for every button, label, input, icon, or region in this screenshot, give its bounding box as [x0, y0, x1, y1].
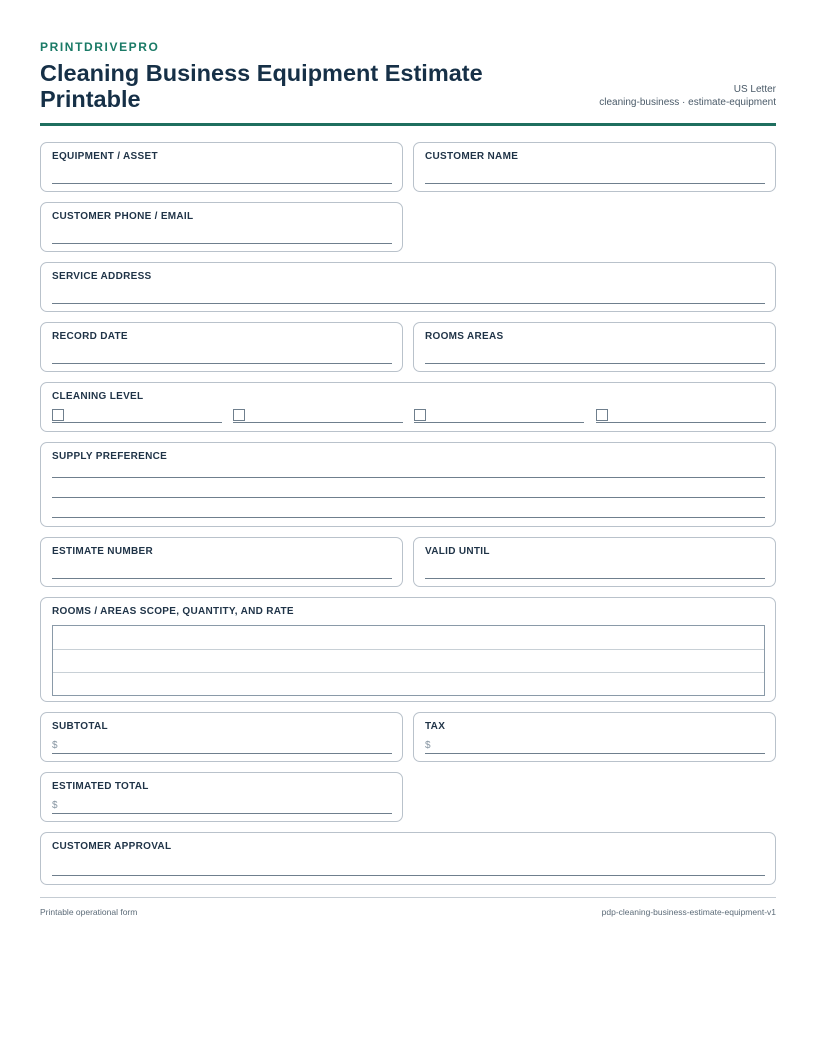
- cleaning-level-checkbox-4[interactable]: [596, 409, 608, 421]
- customer-name-label: CUSTOMER NAME: [425, 151, 519, 162]
- service-address-label: SERVICE ADDRESS: [52, 271, 152, 282]
- subtotal-field[interactable]: [40, 712, 403, 762]
- document-tags: cleaning-business · estimate-equipment: [599, 97, 776, 108]
- supply-preference-line-3[interactable]: [52, 517, 765, 518]
- subtotal-label: SUBTOTAL: [52, 721, 108, 732]
- scope-table-field: [40, 597, 776, 702]
- customer-approval-label: CUSTOMER APPROVAL: [52, 841, 172, 852]
- valid-until-label: VALID UNTIL: [425, 546, 490, 557]
- cleaning-level-label: CLEANING LEVEL: [52, 391, 144, 402]
- customer-name-field[interactable]: [413, 142, 776, 192]
- tax-label: TAX: [425, 721, 446, 732]
- valid-until-field[interactable]: [413, 537, 776, 587]
- document-meta: [599, 83, 776, 109]
- page-title: Cleaning Business Equipment Estimate Printable: [40, 60, 483, 112]
- footer-left-text: Printable operational form: [40, 907, 138, 917]
- footer-form-id: pdp-cleaning-business-estimate-equipment-v1: [601, 907, 776, 917]
- estimated-total-input-line[interactable]: [52, 813, 392, 814]
- customer-contact-field[interactable]: [40, 202, 403, 252]
- estimate-number-label: ESTIMATE NUMBER: [52, 546, 153, 557]
- brand-logo-text: PRINTDRIVEPRO: [40, 40, 160, 54]
- estimated-total-currency-symbol: $: [52, 800, 58, 811]
- subtotal-currency-symbol: $: [52, 740, 58, 751]
- supply-preference-line-2[interactable]: [52, 497, 765, 498]
- table-row[interactable]: [53, 650, 764, 673]
- rooms-areas-field[interactable]: [413, 322, 776, 372]
- paper-size-label: US Letter: [733, 84, 776, 95]
- table-row[interactable]: [53, 626, 764, 650]
- cleaning-level-option-line-1[interactable]: [52, 422, 222, 423]
- customer-approval-field[interactable]: [40, 832, 776, 885]
- cleaning-level-checkbox-3[interactable]: [414, 409, 426, 421]
- record-date-field[interactable]: [40, 322, 403, 372]
- record-date-input-line[interactable]: [52, 363, 392, 364]
- cleaning-level-option-line-2[interactable]: [233, 422, 403, 423]
- customer-approval-signature-line[interactable]: [52, 875, 765, 876]
- customer-contact-label: CUSTOMER PHONE / EMAIL: [52, 211, 194, 222]
- equipment-label: EQUIPMENT / ASSET: [52, 151, 158, 162]
- tax-field[interactable]: [413, 712, 776, 762]
- estimate-number-field[interactable]: [40, 537, 403, 587]
- tax-input-line[interactable]: [425, 753, 765, 754]
- record-date-label: RECORD DATE: [52, 331, 128, 342]
- cleaning-level-option-line-3[interactable]: [414, 422, 584, 423]
- estimate-number-input-line[interactable]: [52, 578, 392, 579]
- cleaning-level-checkbox-2[interactable]: [233, 409, 245, 421]
- estimated-total-label: ESTIMATED TOTAL: [52, 781, 149, 792]
- scope-table-label: ROOMS / AREAS SCOPE, QUANTITY, AND RATE: [52, 606, 294, 617]
- valid-until-input-line[interactable]: [425, 578, 765, 579]
- supply-preference-field[interactable]: [40, 442, 776, 527]
- form-header: [40, 40, 776, 126]
- service-address-field[interactable]: [40, 262, 776, 312]
- cleaning-level-field: [40, 382, 776, 432]
- scope-table-grid: [52, 625, 765, 696]
- subtotal-input-line[interactable]: [52, 753, 392, 754]
- rooms-areas-label: ROOMS AREAS: [425, 331, 504, 342]
- supply-preference-label: SUPPLY PREFERENCE: [52, 451, 168, 462]
- tax-currency-symbol: $: [425, 740, 431, 751]
- equipment-field[interactable]: [40, 142, 403, 192]
- cleaning-level-checkbox-1[interactable]: [52, 409, 64, 421]
- rooms-areas-input-line[interactable]: [425, 363, 765, 364]
- estimated-total-field[interactable]: [40, 772, 403, 822]
- equipment-input-line[interactable]: [52, 183, 392, 184]
- service-address-input-line[interactable]: [52, 303, 765, 304]
- supply-preference-line-1[interactable]: [52, 477, 765, 478]
- cleaning-level-option-line-4[interactable]: [596, 422, 766, 423]
- customer-name-input-line[interactable]: [425, 183, 765, 184]
- page-footer: [40, 897, 776, 917]
- customer-contact-input-line[interactable]: [52, 243, 392, 244]
- form-page: [40, 40, 776, 126]
